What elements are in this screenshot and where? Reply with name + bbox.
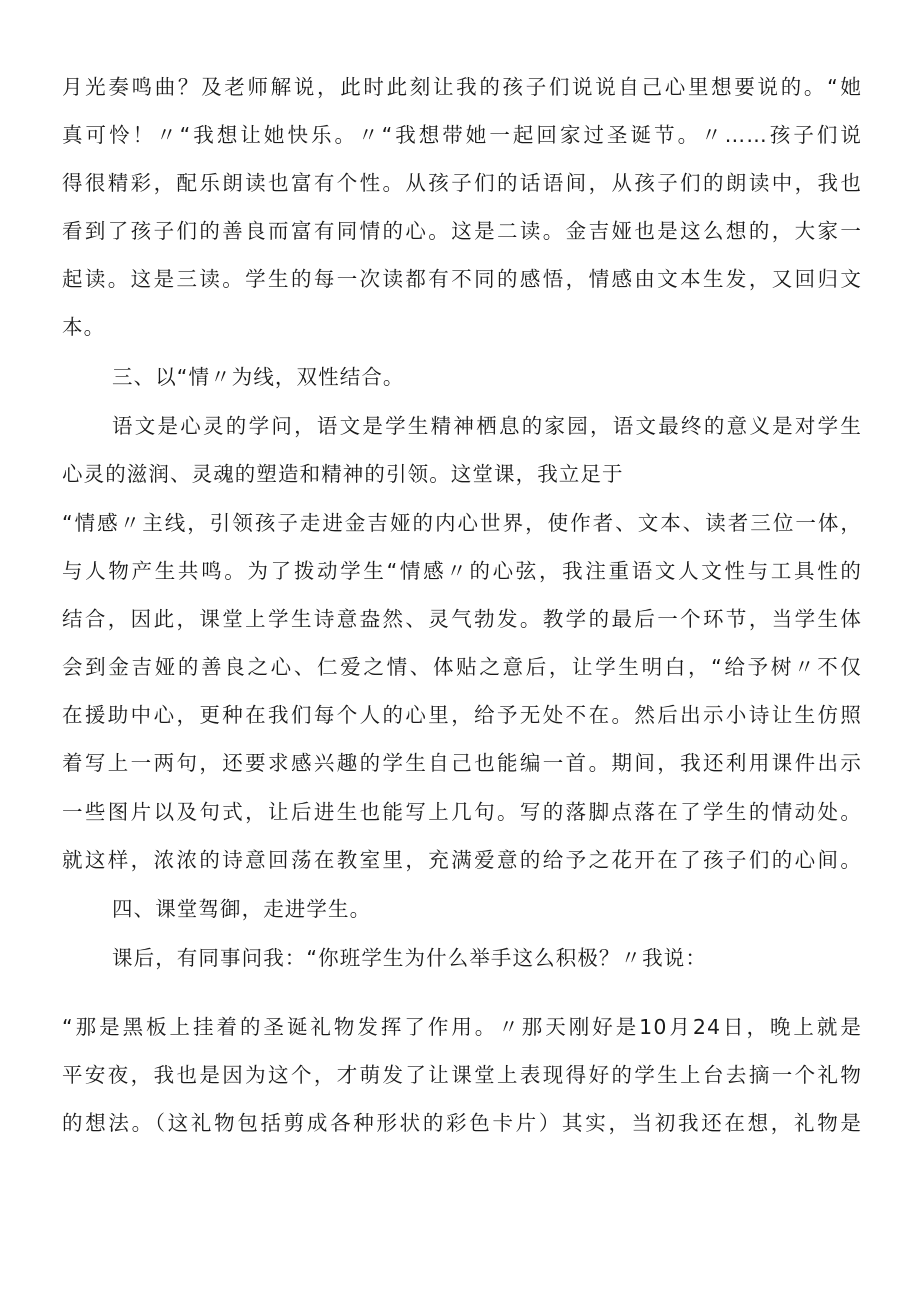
paragraph2-line-6: 会到金吉娅的善良之心、仁爱之情、体贴之意后，让学生明白，“给予树〃不仅	[62, 655, 862, 679]
paragraph2-line-8: 着写上一两句，还要求感兴趣的学生自己也能编一首。期间，我还利用课件出示	[62, 751, 862, 775]
paragraph1-line-6: 本。	[62, 315, 106, 339]
paragraph1-line-4: 看到了孩子们的善良而富有同情的心。这是二读。金吉娅也是这么想的，大家一	[62, 219, 862, 243]
paragraph2-line-10: 就这样，浓浓的诗意回荡在教室里，充满爱意的给予之花开在了孩子们的心间。	[62, 848, 862, 872]
paragraph3-line-4: 的想法。（这礼物包括剪成各种形状的彩色卡片）其实，当初我还在想，礼物是	[62, 1111, 862, 1135]
paragraph3-line-1: 课后，有同事问我：“你班学生为什么举手这么积极？〃我说：	[112, 946, 707, 970]
paragraph2-line-7: 在援助中心，更种在我们每个人的心里，给予无处不在。然后出示小诗让生仿照	[62, 703, 862, 727]
paragraph2-line-2: 心灵的滋润、灵魂的塑造和精神的引领。这堂课，我立足于	[62, 462, 624, 486]
section-heading-4: 四、课堂驾御，走进学生。	[112, 897, 372, 921]
paragraph1-line-3: 得很精彩，配乐朗读也富有个性。从孩子们的话语间，从孩子们的朗读中，我也	[62, 171, 862, 195]
paragraph2-line-9: 一些图片以及句式，让后进生也能写上几句。写的落脚点落在了学生的情动处。	[62, 800, 862, 824]
paragraph2-line-5: 结合，因此，课堂上学生诗意盎然、灵气勃发。教学的最后一个环节，当学生体	[62, 607, 862, 631]
paragraph3-line-2: “那是黑板上挂着的圣诞礼物发挥了作用。〃那天刚好是10月24日，晚上就是	[62, 1015, 862, 1039]
section-heading-3: 三、以“情〃为线，双性结合。	[112, 365, 405, 389]
paragraph2-line-3: “情感〃主线，引领孩子走进金吉娅的内心世界，使作者、文本、读者三位一体，	[62, 511, 862, 535]
paragraph3-line-3: 平安夜，我也是因为这个，才萌发了让课堂上表现得好的学生上台去摘一个礼物	[62, 1063, 862, 1087]
paragraph1-line-1: 月光奏鸣曲？及老师解说，此时此刻让我的孩子们说说自己心里想要说的。“她	[62, 75, 862, 99]
paragraph1-line-2: 真可怜！〃“我想让她快乐。〃“我想带她一起回家过圣诞节。〃……孩子们说	[62, 123, 862, 147]
paragraph1-line-5: 起读。这是三读。学生的每一次读都有不同的感悟，情感由文本生发，又回归文	[62, 267, 862, 291]
paragraph2-line-1: 语文是心灵的学问，语文是学生精神栖息的家园，语文最终的意义是对学生	[112, 414, 862, 438]
paragraph2-line-4: 与人物产生共鸣。为了拨动学生“情感〃的心弦，我注重语文人文性与工具性的	[62, 559, 862, 583]
